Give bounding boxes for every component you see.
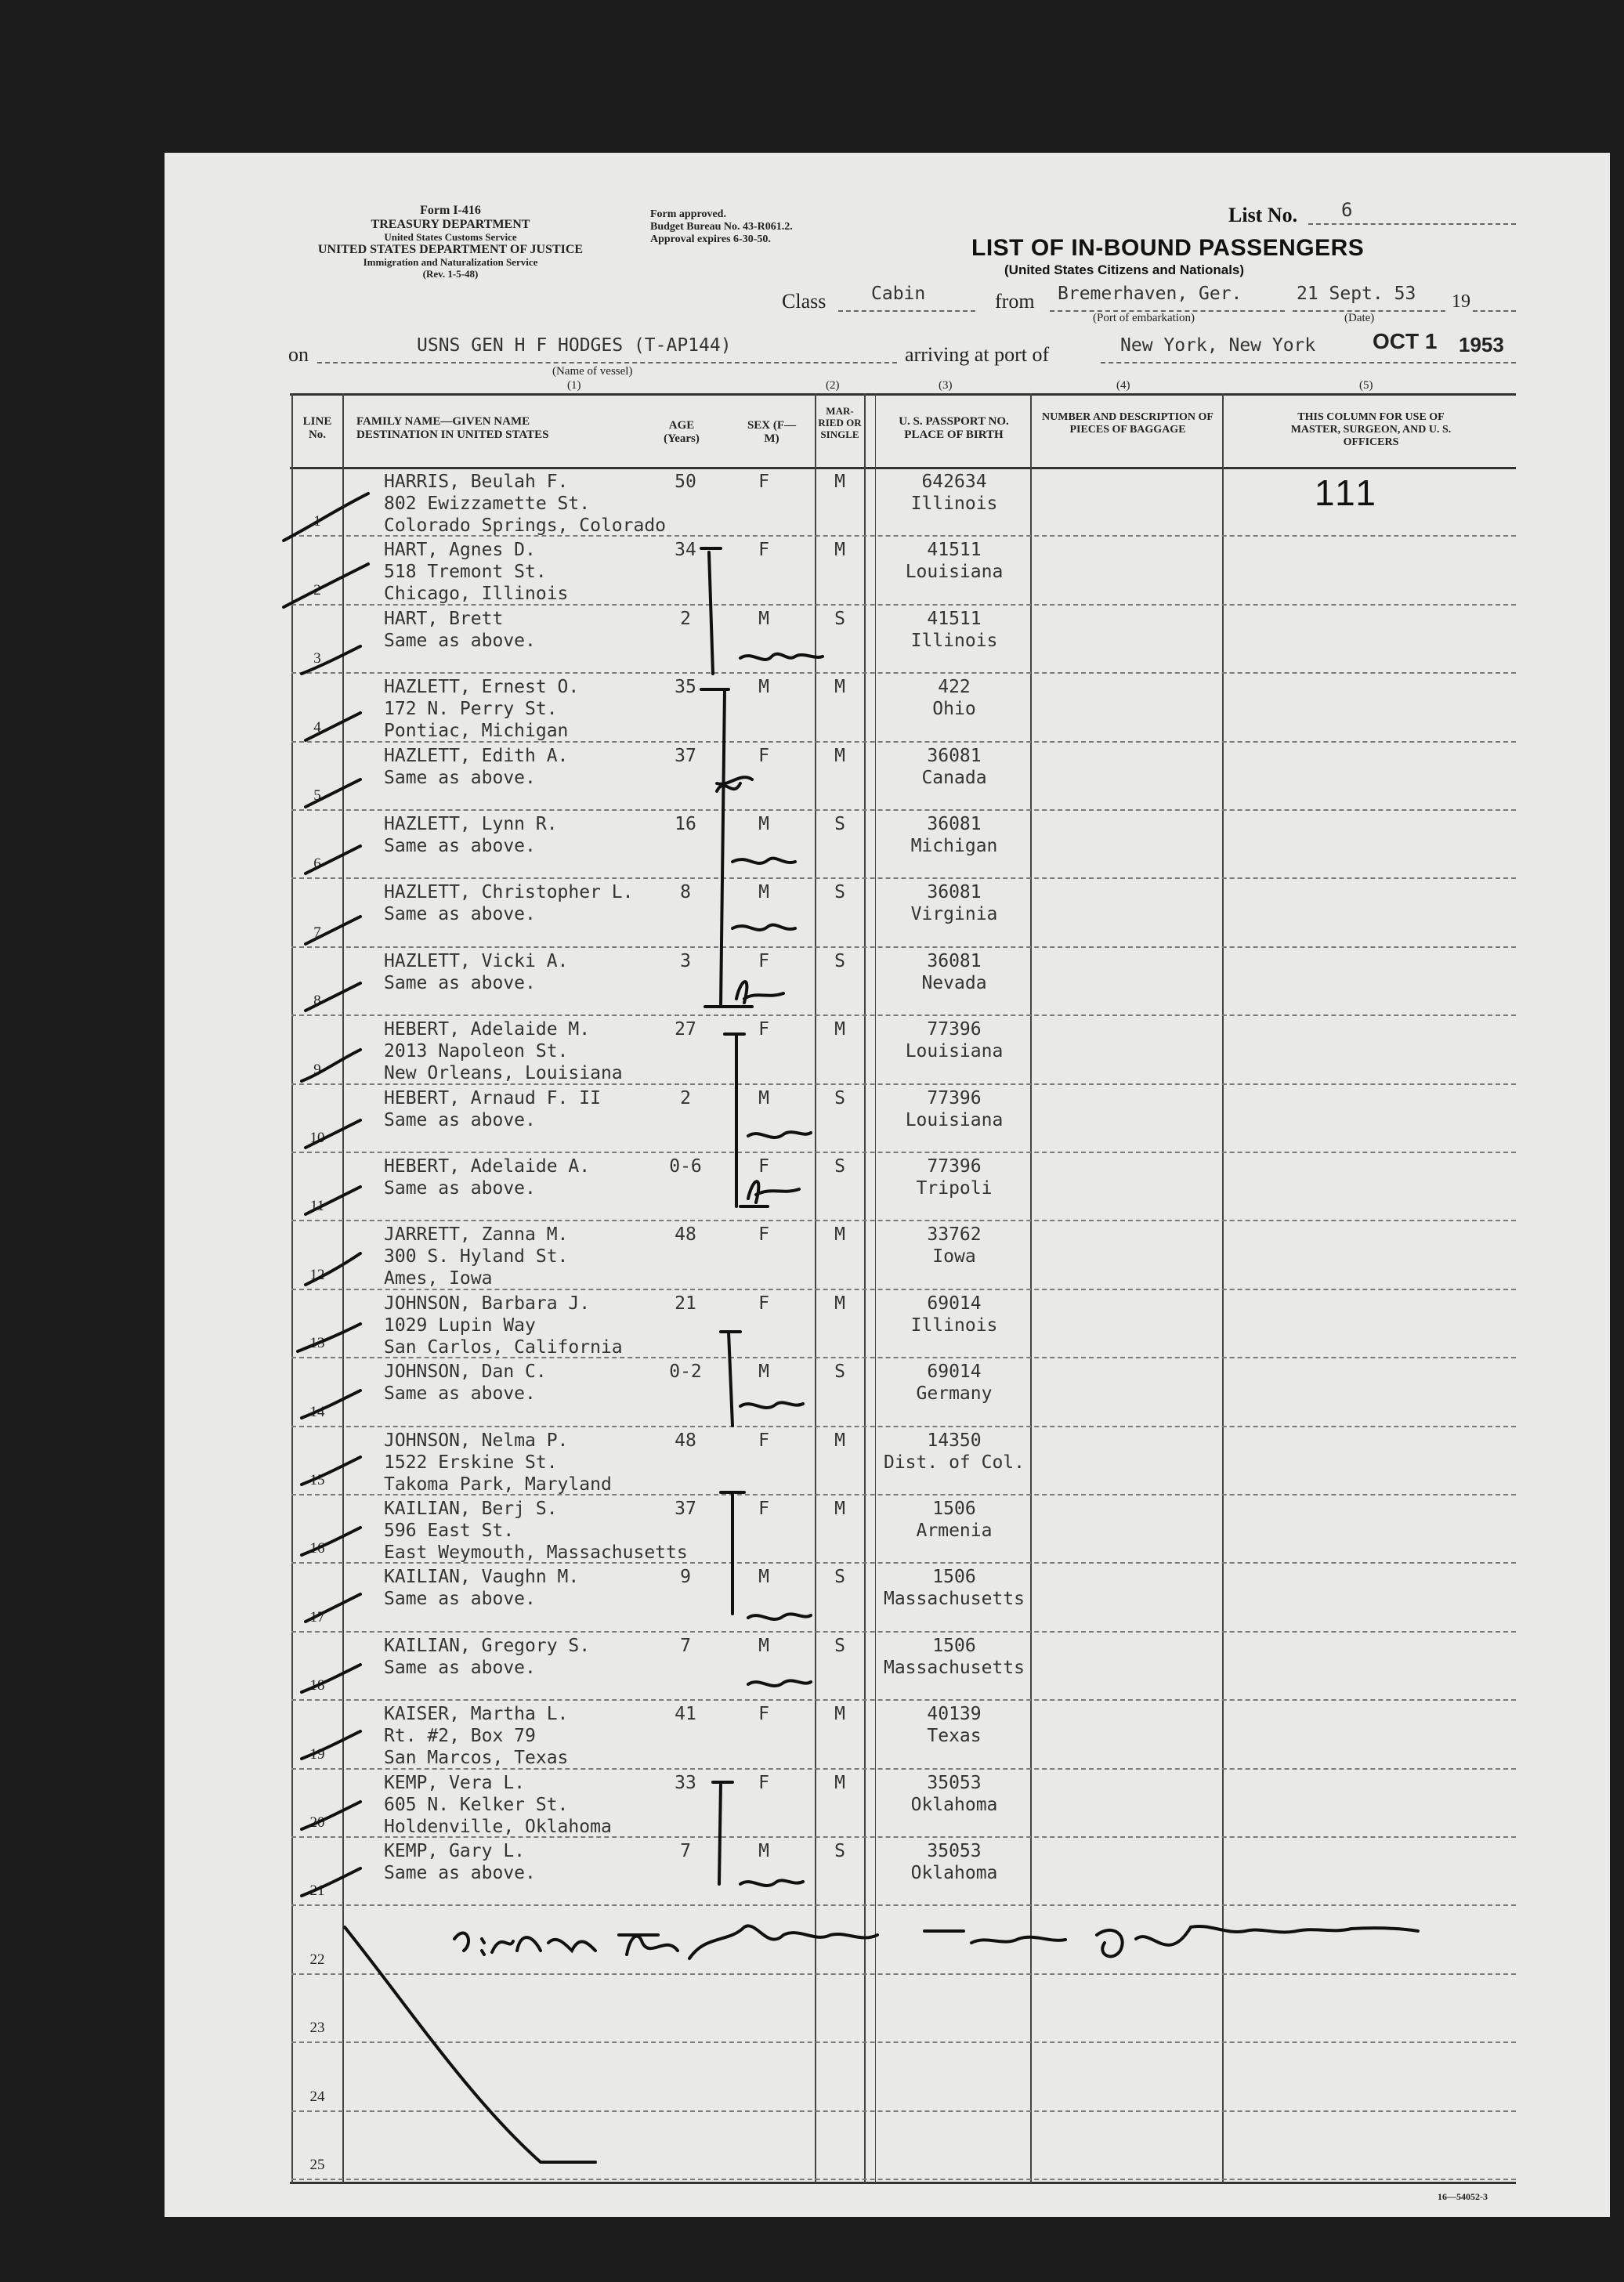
passport-number: 35053 [927, 1841, 982, 1861]
passenger-sex: F [758, 472, 769, 492]
passenger-name: HAZLETT, Edith A. [384, 745, 569, 766]
line-number: 1 [313, 513, 321, 530]
place-of-birth: Iowa [932, 1246, 976, 1268]
passenger-address: Same as above. [384, 630, 536, 651]
passenger-address: 518 Tremont St. [384, 562, 547, 583]
passenger-age: 16 [675, 814, 696, 834]
line-number: 19 [309, 1745, 325, 1763]
col-num-married: (2) [826, 379, 840, 392]
date-value: 21 Sept. 53 [1297, 284, 1416, 304]
officer-mark: 111 [1315, 472, 1379, 513]
form-number: Form I-416 [420, 204, 481, 217]
header-married: MAR-RIED OR SINGLE [818, 405, 862, 440]
date-caption: (Date) [1344, 312, 1375, 324]
passenger-address: 172 N. Perry St. [384, 699, 558, 720]
passport-number: 1506 [932, 1499, 976, 1519]
line-number: 18 [309, 1677, 325, 1694]
passenger-age: 0-2 [669, 1362, 702, 1383]
passport-number: 642634 [921, 472, 987, 492]
line-number: 3 [313, 650, 321, 667]
header-baggage: NUMBER AND DESCRIPTION OF PIECES OF BAGGAGE [1042, 411, 1213, 436]
place-of-birth: Nevada [921, 972, 987, 993]
passenger-sex: F [758, 1156, 769, 1177]
passenger-sex: M [758, 1841, 769, 1861]
line-number: 13 [309, 1335, 325, 1352]
passenger-marital: M [834, 745, 845, 766]
passenger-marital: S [834, 1362, 845, 1383]
passenger-city: Takoma Park, Maryland [384, 1474, 612, 1495]
dept-treasury-sub: United States Customs Service [384, 230, 517, 243]
place-of-birth: Illinois [910, 494, 998, 514]
passenger-name: HAZLETT, Ernest O. [384, 677, 580, 698]
passenger-name: HARRIS, Beulah F. [384, 472, 569, 492]
passenger-city: San Carlos, California [384, 1336, 623, 1358]
place-of-birth: Canada [921, 767, 987, 788]
passenger-age: 7 [680, 1635, 691, 1656]
passenger-age: 37 [675, 745, 696, 766]
passport-number: 1506 [932, 1635, 976, 1656]
passenger-sex: M [758, 1567, 769, 1588]
passenger-marital: M [834, 472, 845, 492]
passport-number: 35053 [927, 1772, 982, 1793]
passenger-age: 37 [675, 1499, 696, 1519]
dept-treasury: TREASURY DEPARTMENT [371, 217, 530, 231]
form-revision: (Rev. 1-5-48) [422, 267, 479, 280]
passenger-sex: F [758, 1704, 769, 1725]
line-number: 7 [313, 924, 321, 941]
dept-justice-sub: Immigration and Naturalization Service [363, 256, 538, 269]
passenger-age: 0-6 [669, 1156, 702, 1177]
handwritten-note [454, 1915, 964, 1947]
from-value: Bremerhaven, Ger. [1058, 284, 1242, 304]
place-of-birth: Oklahoma [910, 1863, 998, 1883]
line-number: 14 [309, 1403, 325, 1420]
passport-number: 422 [938, 677, 971, 698]
passenger-name: JOHNSON, Barbara J. [384, 1293, 591, 1314]
line-number: 11 [309, 1198, 325, 1215]
passport-number: 14350 [927, 1430, 982, 1451]
passenger-marital: S [834, 1635, 845, 1656]
place-of-birth: Virginia [910, 904, 998, 925]
passenger-address: 2013 Napoleon St. [384, 1041, 569, 1062]
passenger-marital: S [834, 1567, 845, 1588]
passenger-name: HART, Agnes D. [384, 540, 536, 561]
passenger-marital: S [834, 1841, 845, 1861]
line-number: 24 [309, 2088, 325, 2105]
passenger-address: 596 East St. [384, 1521, 515, 1541]
passenger-sex: M [758, 1087, 769, 1108]
passenger-sex: M [758, 814, 769, 834]
passenger-marital: S [834, 1087, 845, 1108]
passenger-marital: M [834, 1704, 845, 1725]
passenger-city: Ames, Iowa [384, 1268, 493, 1289]
passenger-age: 27 [675, 1019, 696, 1040]
passenger-name: HART, Brett [384, 608, 504, 629]
passport-number: 41511 [927, 608, 982, 629]
class-label: Class [782, 290, 826, 313]
passenger-marital: M [834, 677, 845, 698]
place-of-birth: Louisiana [905, 1109, 1004, 1130]
passenger-age: 35 [675, 677, 696, 698]
line-number: 6 [313, 855, 321, 873]
passenger-name: KAISER, Martha L. [384, 1704, 569, 1725]
class-value: Cabin [871, 284, 926, 304]
approval-line-2: Budget Bureau No. 43-R061.2. [650, 221, 793, 233]
place-of-birth: Tripoli [916, 1178, 993, 1199]
passenger-marital: M [834, 1499, 845, 1519]
arriving-value: New York, New York [1120, 335, 1316, 356]
passenger-sex: M [758, 677, 769, 698]
place-of-birth: Massachusetts [883, 1657, 1025, 1678]
header-officers: THIS COLUMN FOR USE OF MASTER, SURGEON, AND U. S. OFFICERS [1290, 411, 1452, 449]
passenger-city: Colorado Springs, Colorado [384, 515, 667, 536]
passenger-city: San Marcos, Texas [384, 1748, 569, 1769]
passenger-name: KAILIAN, Vaughn M. [384, 1567, 580, 1588]
passenger-name: KEMP, Gary L. [384, 1841, 526, 1861]
passport-number: 40139 [927, 1704, 982, 1725]
passenger-address: 1029 Lupin Way [384, 1315, 536, 1336]
passenger-age: 48 [675, 1430, 696, 1451]
passport-number: 36081 [927, 745, 982, 766]
passenger-age: 2 [680, 608, 691, 629]
line-number: 25 [309, 2157, 325, 2173]
passenger-marital: M [834, 1772, 845, 1793]
passenger-age: 21 [675, 1293, 696, 1314]
list-no-value: 6 [1341, 199, 1353, 221]
list-no-label: List No. [1228, 204, 1298, 226]
line-number: 22 [309, 1951, 325, 1968]
line-number: 16 [309, 1540, 325, 1557]
passenger-marital: S [834, 1156, 845, 1177]
passport-number: 77396 [927, 1156, 982, 1177]
place-of-birth: Louisiana [905, 562, 1004, 583]
passenger-name: JOHNSON, Nelma P. [384, 1430, 569, 1451]
passenger-city: New Orleans, Louisiana [384, 1063, 623, 1084]
line-number: 8 [313, 993, 321, 1010]
passenger-address: 1522 Erskine St. [384, 1452, 558, 1473]
passenger-name: HEBERT, Arnaud F. II [384, 1087, 601, 1108]
passport-number: 41511 [927, 540, 982, 561]
place-of-birth: Dist. of Col. [883, 1452, 1025, 1473]
col-num-baggage: (4) [1116, 379, 1130, 392]
approval-line-3: Approval expires 6-30-50. [650, 233, 771, 246]
passenger-name: KEMP, Vera L. [384, 1772, 526, 1793]
passenger-name: KAILIAN, Gregory S. [384, 1635, 591, 1656]
from-label: from [995, 290, 1035, 313]
page-title: LIST OF IN-BOUND PASSENGERS [971, 235, 1365, 261]
passenger-address: Same as above. [384, 1657, 536, 1678]
passenger-name: JARRETT, Zanna M. [384, 1224, 569, 1246]
place-of-birth: Armenia [916, 1521, 993, 1541]
passenger-address: Same as above. [384, 1589, 536, 1610]
passenger-marital: M [834, 1224, 845, 1246]
passenger-name: HAZLETT, Vicki A. [384, 950, 569, 971]
passenger-city: East Weymouth, Massachusetts [384, 1542, 688, 1563]
passenger-sex: F [758, 1293, 769, 1314]
vessel-value: USNS GEN H F HODGES (T-AP144) [417, 335, 732, 356]
passenger-sex: M [758, 882, 769, 903]
on-label: on [288, 343, 309, 366]
passenger-address: 605 N. Kelker St. [384, 1794, 569, 1815]
passenger-sex: M [758, 1635, 769, 1656]
passenger-age: 33 [675, 1772, 696, 1793]
passenger-address: Same as above. [384, 904, 536, 925]
page-subtitle: (United States Citizens and Nationals) [1004, 262, 1245, 277]
line-number: 5 [313, 787, 321, 804]
passenger-marital: M [834, 1293, 845, 1314]
dept-justice: UNITED STATES DEPARTMENT OF JUSTICE [317, 243, 584, 257]
place-of-birth: Massachusetts [883, 1589, 1025, 1610]
passenger-address: Same as above. [384, 972, 536, 993]
passenger-name: KAILIAN, Berj S. [384, 1499, 558, 1519]
line-number: 4 [313, 718, 321, 736]
passenger-address: Same as above. [384, 767, 536, 788]
place-of-birth: Illinois [910, 630, 998, 651]
passenger-sex: M [758, 608, 769, 629]
col-num-officers: (5) [1359, 379, 1373, 392]
passenger-age: 8 [680, 882, 691, 903]
place-of-birth: Michigan [910, 836, 998, 856]
header-passport: U. S. PASSPORT NO. PLACE OF BIRTH [899, 415, 1009, 442]
place-of-birth: Illinois [910, 1315, 998, 1336]
passenger-age: 41 [675, 1704, 696, 1725]
passport-number: 69014 [927, 1362, 982, 1383]
passenger-sex: F [758, 745, 769, 766]
place-of-birth: Ohio [932, 699, 976, 720]
passenger-marital: M [834, 1430, 845, 1451]
passenger-sex: F [758, 1224, 769, 1246]
passport-number: 77396 [927, 1087, 982, 1108]
line-number: 23 [309, 2020, 325, 2037]
passenger-name: HAZLETT, Lynn R. [384, 814, 558, 834]
passport-number: 33762 [927, 1224, 982, 1246]
line-number: 12 [309, 1266, 325, 1283]
passenger-marital: S [834, 882, 845, 903]
passport-number: 36081 [927, 814, 982, 834]
passenger-sex: F [758, 1019, 769, 1040]
place-of-birth: Louisiana [905, 1041, 1004, 1062]
passenger-name: HEBERT, Adelaide A. [384, 1156, 591, 1177]
col-num-passport: (3) [939, 379, 953, 392]
passenger-age: 7 [680, 1841, 691, 1861]
vessel-col-number: (1) [567, 379, 581, 392]
passenger-city: Chicago, Illinois [384, 584, 569, 605]
passenger-address: Same as above. [384, 1383, 536, 1405]
line-number: 10 [309, 1130, 325, 1146]
passenger-city: Pontiac, Michigan [384, 721, 569, 742]
passport-number: 36081 [927, 950, 982, 971]
passenger-sex: F [758, 540, 769, 561]
year-prefix: 19 [1452, 291, 1470, 312]
place-of-birth: Texas [927, 1726, 982, 1747]
passenger-address: Rt. #2, Box 79 [384, 1726, 536, 1747]
passport-number: 77396 [927, 1019, 982, 1040]
passenger-sex: F [758, 1430, 769, 1451]
passenger-age: 9 [680, 1567, 691, 1588]
passenger-address: Same as above. [384, 1863, 536, 1883]
place-of-birth: Germany [916, 1383, 993, 1405]
passport-number: 36081 [927, 882, 982, 903]
passenger-address: Same as above. [384, 1109, 536, 1130]
passenger-age: 3 [680, 950, 691, 971]
vessel-caption: (Name of vessel) [552, 365, 633, 378]
passenger-age: 50 [675, 472, 696, 492]
passenger-sex: F [758, 1772, 769, 1793]
passenger-sex: M [758, 1362, 769, 1383]
port-caption: (Port of embarkation) [1093, 312, 1195, 324]
passenger-marital: S [834, 814, 845, 834]
line-number: 21 [309, 1882, 325, 1900]
passenger-marital: S [834, 608, 845, 629]
passenger-address: 802 Ewizzamette St. [384, 494, 591, 514]
passenger-sex: F [758, 950, 769, 971]
passenger-age: 48 [675, 1224, 696, 1246]
passenger-age: 2 [680, 1087, 691, 1108]
passenger-address: Same as above. [384, 1178, 536, 1199]
passenger-marital: S [834, 950, 845, 971]
header-sex: SEX (F—M) [747, 419, 797, 446]
arriving-label: arriving at port of [905, 343, 1050, 366]
line-number: 15 [309, 1472, 325, 1488]
passenger-marital: M [834, 1019, 845, 1040]
line-number: 20 [309, 1814, 325, 1831]
header-name: FAMILY NAME—GIVEN NAME DESTINATION IN UNITED STATES [356, 415, 549, 442]
passenger-marital: M [834, 540, 845, 561]
passenger-name: JOHNSON, Dan C. [384, 1362, 547, 1383]
passport-number: 1506 [932, 1567, 976, 1588]
passenger-address: Same as above. [384, 836, 536, 856]
passenger-city: Holdenville, Oklahoma [384, 1816, 612, 1837]
line-number: 17 [309, 1608, 325, 1626]
place-of-birth: Oklahoma [910, 1794, 998, 1815]
passenger-name: HAZLETT, Christopher L. [384, 882, 634, 903]
header-line-no: LINE No. [302, 415, 332, 442]
passenger-name: HEBERT, Adelaide M. [384, 1019, 591, 1040]
approval-line-1: Form approved. [650, 208, 726, 220]
header-age: AGE (Years) [664, 419, 700, 446]
line-number: 2 [313, 581, 321, 599]
arrival-stamp-month: OCT 1 [1373, 329, 1438, 353]
passenger-sex: F [758, 1499, 769, 1519]
line-number: 9 [313, 1061, 321, 1078]
footer-code: 16—54052-3 [1438, 2191, 1488, 2202]
arrival-year: 1953 [1459, 333, 1504, 356]
passenger-address: 300 S. Hyland St. [384, 1246, 569, 1268]
passenger-age: 34 [675, 540, 696, 561]
passport-number: 69014 [927, 1293, 982, 1314]
